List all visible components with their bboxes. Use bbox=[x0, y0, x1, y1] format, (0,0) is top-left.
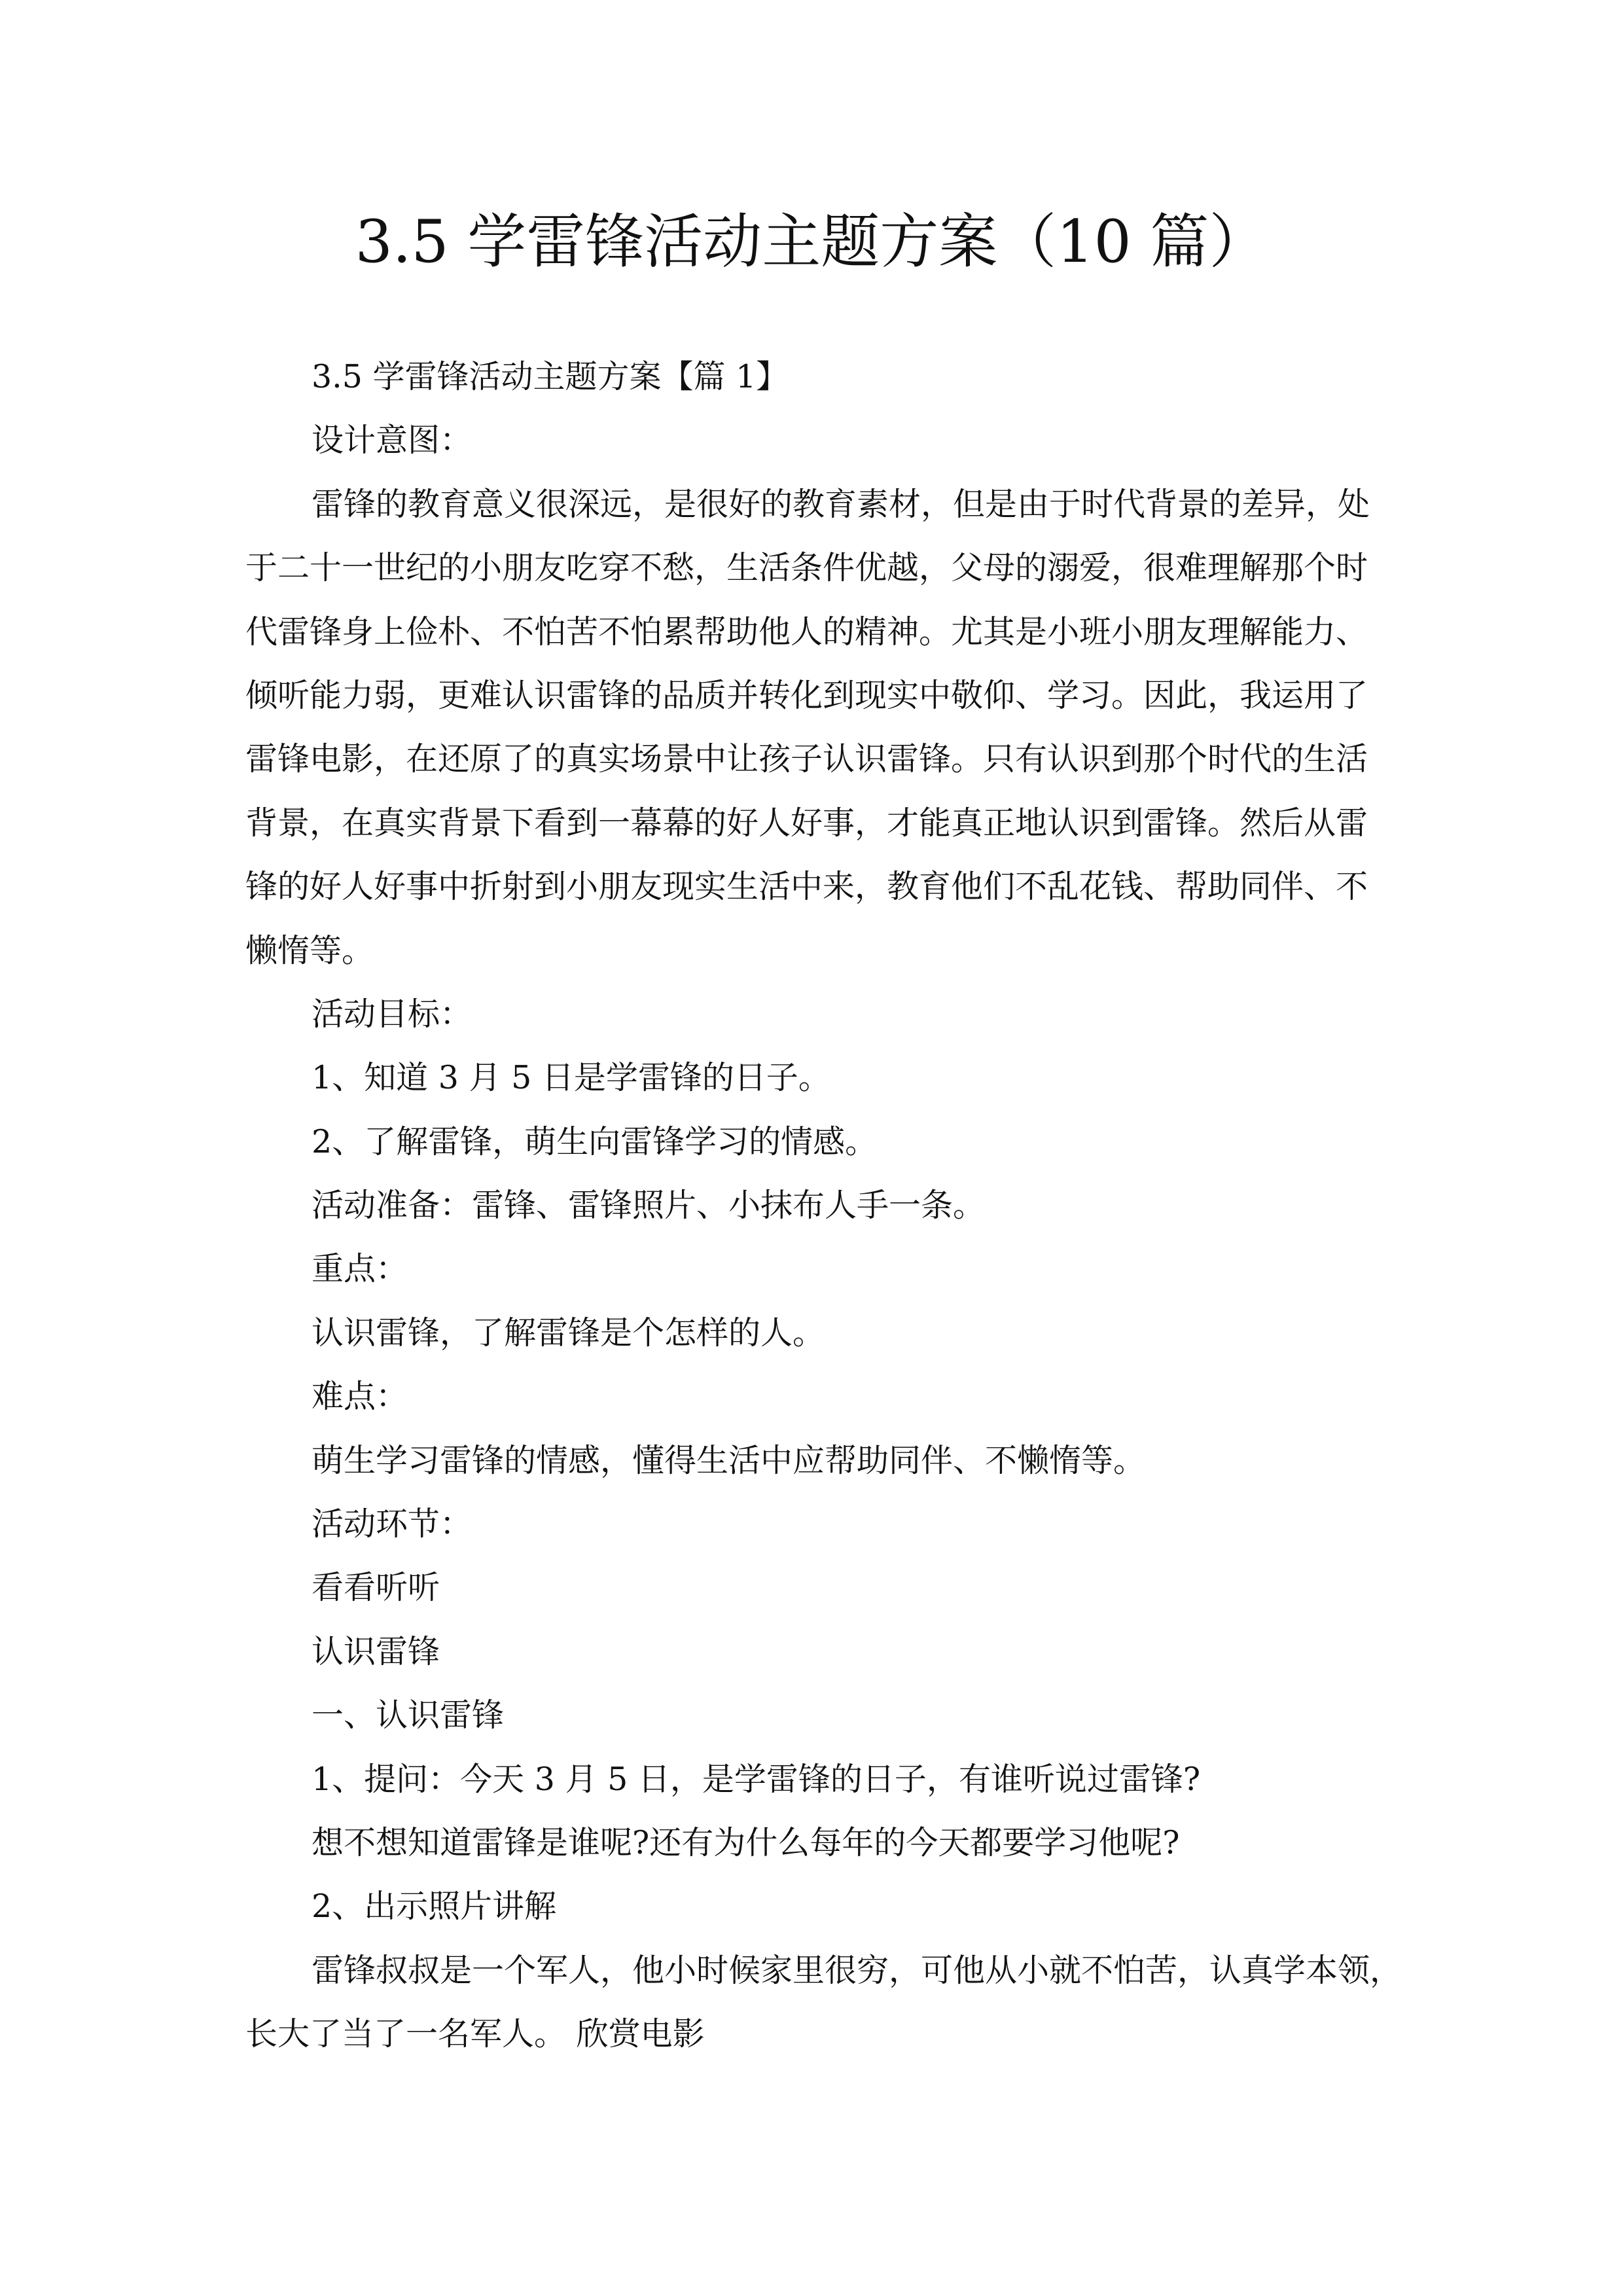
text-line: 看看听听 bbox=[312, 1569, 440, 1607]
text-line: 3.5 学雷锋活动主题方案【篇 1】 bbox=[312, 358, 789, 395]
text-line: 认识雷锋，了解雷锋是个怎样的人。 bbox=[312, 1314, 825, 1352]
text-line: 雷锋电影，在还原了的真实场景中让孩子认识雷锋。只有认识到那个时代的生活 bbox=[245, 740, 1368, 778]
text-line: 想不想知道雷锋是谁呢?还有为什么每年的今天都要学习他呢? bbox=[312, 1823, 1180, 1861]
text-line: 难点： bbox=[312, 1378, 408, 1416]
document-body bbox=[245, 345, 1402, 2066]
text-line: 2、了解雷锋，萌生向雷锋学习的情感。 bbox=[312, 1122, 878, 1160]
text-line: 活动准备：雷锋、雷锋照片、小抹布人手一条。 bbox=[312, 1187, 986, 1225]
text-line: 2、出示照片讲解 bbox=[312, 1888, 557, 1926]
text-line: 长大了当了一名军人。 欣赏电影 bbox=[245, 2015, 705, 2053]
text-line: 懒惰等。 bbox=[245, 931, 374, 969]
document-title: 3.5 学雷锋活动主题方案（10 篇） bbox=[355, 207, 1268, 276]
text-line: 代雷锋身上俭朴、不怕苦不怕累帮助他人的精神。尤其是小班小朋友理解能力、 bbox=[245, 613, 1368, 651]
text-line: 锋的好人好事中折射到小朋友现实生活中来，教育他们不乱花钱、帮助同伴、不 bbox=[245, 868, 1368, 906]
text-line: 设计意图： bbox=[312, 422, 473, 459]
text-line: 倾听能力弱，更难认识雷锋的品质并转化到现实中敬仰、学习。因此，我运用了 bbox=[245, 676, 1368, 714]
text-line: 背景，在真实背景下看到一幕幕的好人好事，才能真正地认识到雷锋。然后从雷 bbox=[245, 804, 1368, 842]
text-line: 雷锋的教育意义很深远，是很好的教育素材，但是由于时代背景的差异，处 bbox=[312, 485, 1370, 523]
text-line: 一、认识雷锋 bbox=[312, 1696, 505, 1734]
text-line: 于二十一世纪的小朋友吃穿不愁，生活条件优越，父母的溺爱，很难理解那个时 bbox=[245, 549, 1368, 587]
text-line: 1、提问：今天 3 月 5 日，是学雷锋的日子，有谁听说过雷锋? bbox=[312, 1760, 1201, 1798]
text-line: 活动环节： bbox=[312, 1505, 473, 1543]
text-line: 萌生学习雷锋的情感，懂得生活中应帮助同伴、不懒惰等。 bbox=[312, 1441, 1146, 1479]
text-line: 重点： bbox=[312, 1250, 408, 1288]
text-line: 1、知道 3 月 5 日是学雷锋的日子。 bbox=[312, 1059, 830, 1097]
text-line: 活动目标： bbox=[312, 995, 473, 1033]
text-line: 认识雷锋 bbox=[312, 1632, 440, 1670]
text-line: 雷锋叔叔是一个军人，他小时候家里很穷，可他从小就不怕苦，认真学本领， bbox=[312, 1951, 1402, 1989]
